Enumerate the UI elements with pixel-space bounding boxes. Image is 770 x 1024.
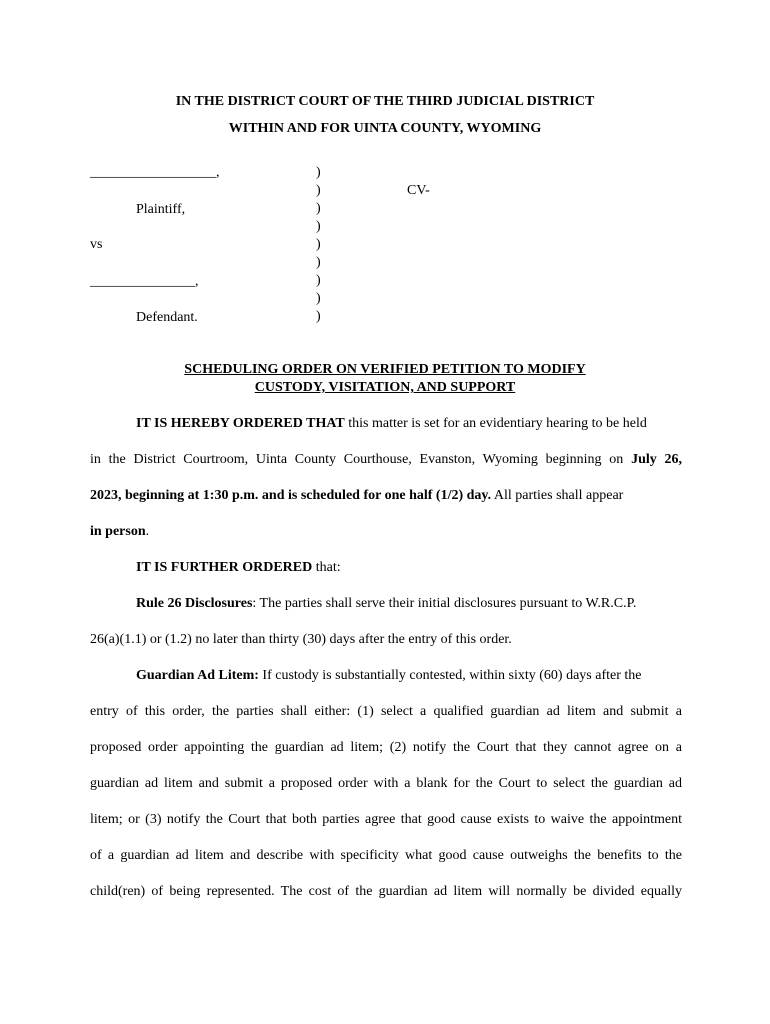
plaintiff-label: Plaintiff, <box>136 202 186 217</box>
document-title-text: SCHEDULING ORDER ON VERIFIED PETITION TO MODIFY <box>184 362 586 377</box>
paragraph-4-line-2: entry of this order, the parties shall either: (1) select a qualified guardian ad litem and submit a <box>90 704 682 719</box>
defendant-name-blank: _______________, <box>90 274 199 289</box>
paragraph-text: : The parties shall serve their initial disclosures pursuant to W.R.C.P. <box>252 596 637 611</box>
paragraph-text: All parties shall appear <box>491 488 624 503</box>
paragraph-4-line-3: proposed order appointing the guardian ad litem; (2) notify the Court that they cannot agree on a <box>90 740 682 755</box>
paragraph-1-line-1 <box>136 416 682 432</box>
hearing-date: July 26, <box>631 452 682 467</box>
caption-paren: ) <box>316 219 321 234</box>
further-ordered-lead: IT IS FURTHER ORDERED <box>136 560 313 575</box>
paragraph-text: If custody is substantially contested, within sixty (60) days after the <box>258 668 642 683</box>
guardian-ad-litem-heading: Guardian Ad Litem: <box>136 668 259 683</box>
paragraph-4-line-7: child(ren) of being represented. The cost of the guardian ad litem will normally be divided equally <box>90 884 682 899</box>
case-number: CV- <box>407 183 430 198</box>
paragraph-text: . <box>145 524 150 539</box>
paragraph-4-line-4: guardian ad litem and submit a proposed order with a blank for the Court to select the guardian ad <box>90 776 682 791</box>
caption-paren: ) <box>316 201 321 216</box>
plaintiff-name-blank: __________________, <box>90 165 220 180</box>
rule-26-heading: Rule 26 Disclosures <box>136 596 253 611</box>
paragraph-3-line-2: 26(a)(1.1) or (1.2) no later than thirty (30) days after the entry of this order. <box>90 632 512 647</box>
paragraph-4-line-1 <box>136 668 682 684</box>
paragraph-text: this matter is set for an evidentiary hearing to be held <box>344 416 647 431</box>
paragraph-text: in the District Courtroom, Uinta County Courthouse, Evanston, Wyoming beginning on <box>90 452 632 467</box>
caption-paren: ) <box>316 183 321 198</box>
caption-paren: ) <box>316 165 321 180</box>
paragraph-1-line-2 <box>90 452 682 468</box>
paragraph-3-line-1 <box>136 596 682 612</box>
document-title-line-1 <box>0 362 770 378</box>
hearing-time: 2023, beginning at 1:30 p.m. and is scheduled for one half (1/2) day. <box>90 488 492 503</box>
ordered-lead: IT IS HEREBY ORDERED THAT <box>136 416 345 431</box>
paragraph-2 <box>136 560 682 576</box>
paragraph-4-line-6: of a guardian ad litem and describe with specificity what good cause outweighs the benefits to the <box>90 848 682 863</box>
caption-paren: ) <box>316 309 321 324</box>
caption-paren: ) <box>316 255 321 270</box>
versus-label: vs <box>90 237 103 252</box>
paragraph-4-line-5: litem; or (3) notify the Court that both parties agree that good cause exists to waive the appointment <box>90 812 682 827</box>
defendant-label: Defendant. <box>136 310 198 325</box>
paragraph-1-line-3 <box>90 488 682 504</box>
caption-paren: ) <box>316 291 321 306</box>
court-header-line-1: IN THE DISTRICT COURT OF THE THIRD JUDICIAL DISTRICT <box>175 94 595 109</box>
caption-paren: ) <box>316 273 321 288</box>
paragraph-text: that: <box>312 560 341 575</box>
in-person-label: in person <box>90 524 146 539</box>
court-header-line-2: WITHIN AND FOR UINTA COUNTY, WYOMING <box>228 121 542 136</box>
paragraph-1-line-4 <box>90 524 682 540</box>
document-title-text: CUSTODY, VISITATION, AND SUPPORT <box>254 380 516 395</box>
document-title-line-2 <box>0 380 770 396</box>
caption-paren: ) <box>316 237 321 252</box>
